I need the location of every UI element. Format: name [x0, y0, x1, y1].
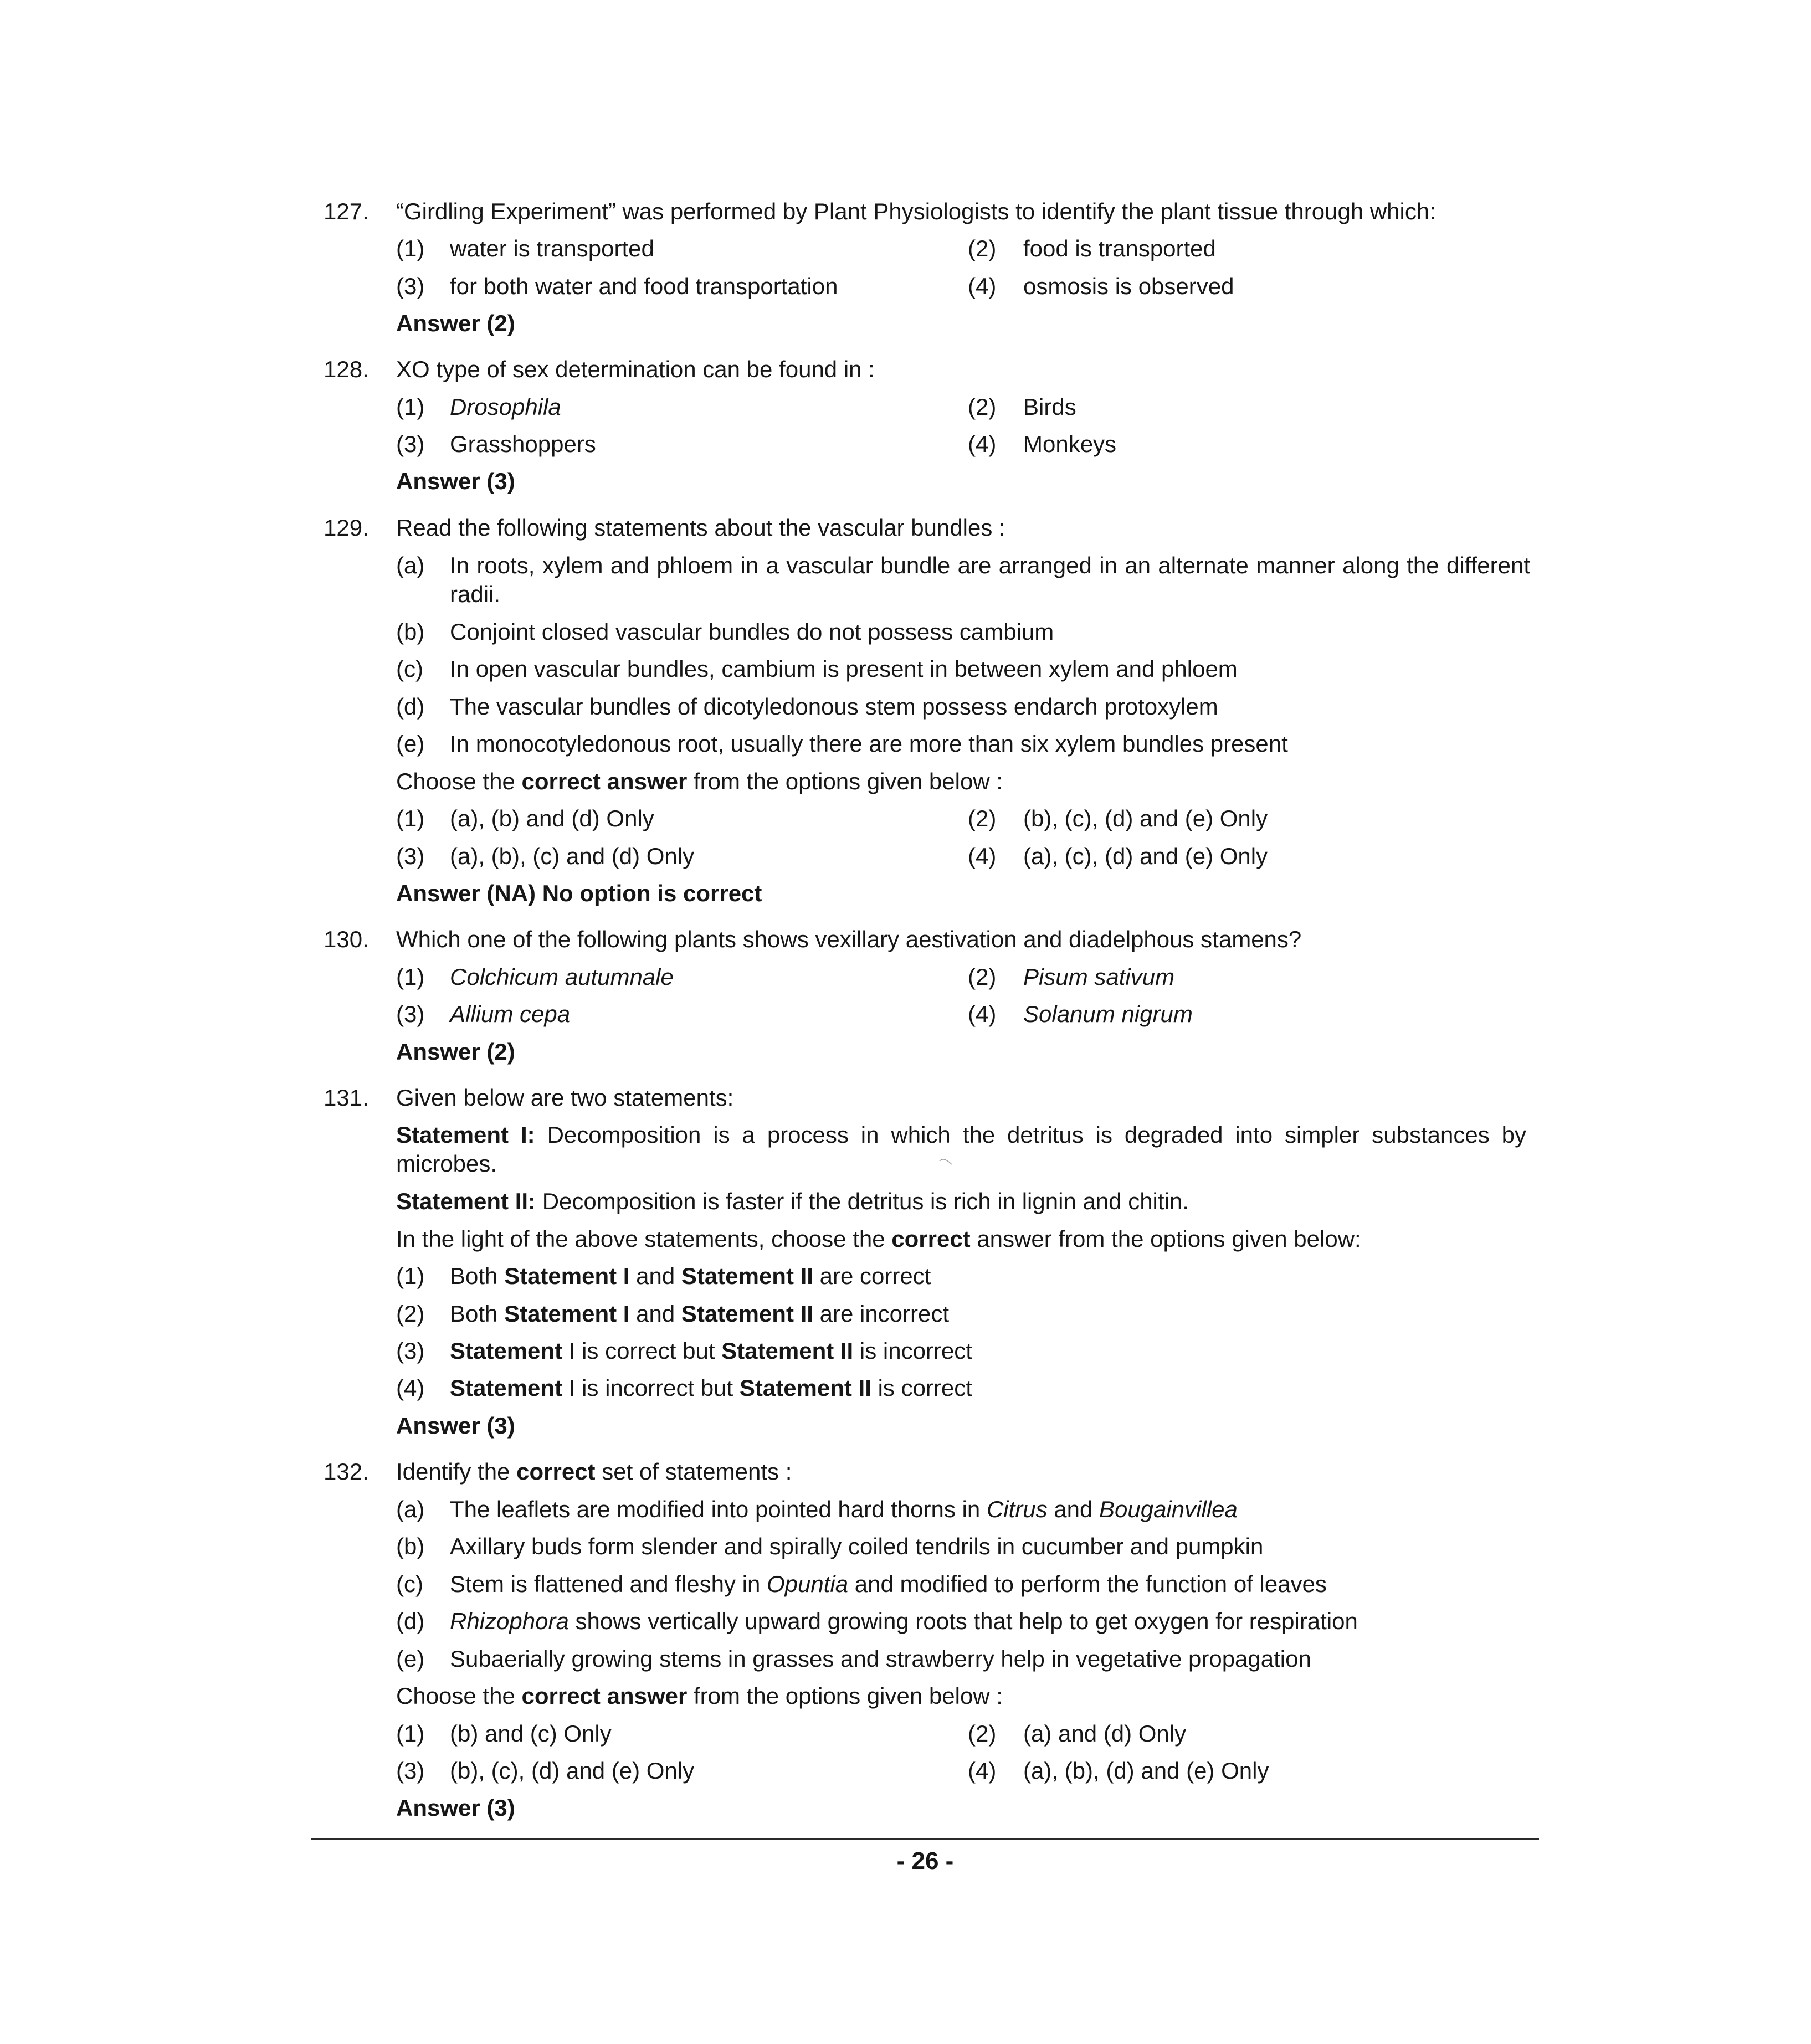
option-text	[450, 963, 674, 992]
species-name: Colchicum autumnale	[450, 964, 674, 990]
answer-label: Answer (NA) No option is correct	[396, 880, 762, 906]
option-text: (a), (b), (c) and (d) Only	[450, 843, 695, 869]
option-text: (a), (b) and (d) Only	[450, 805, 654, 831]
option-text: (b), (c), (d) and (e) Only	[1023, 805, 1268, 831]
option-text: (a), (b), (d) and (e) Only	[1023, 1758, 1269, 1784]
choose-instruction: Choose the correct answer from the options given below :	[396, 1683, 1003, 1709]
option-text: (b), (c), (d) and (e) Only	[450, 1758, 695, 1784]
statement-label: (b)	[396, 619, 425, 645]
option-number: (3)	[396, 1001, 425, 1027]
option-number: (4)	[968, 431, 997, 457]
option-number: (1)	[396, 964, 425, 990]
option-text: Monkeys	[1023, 431, 1117, 457]
option-number: (3)	[396, 1338, 425, 1364]
statement-text: Rhizophora shows vertically upward growing roots that help to get oxygen for respiration	[450, 1608, 1358, 1634]
option-number: (4)	[968, 1001, 997, 1027]
question-number: 131.	[324, 1085, 369, 1111]
statement-text: Stem is flattened and fleshy in Opuntia and modified to perform the function of leaves	[450, 1571, 1327, 1597]
option-number: (4)	[968, 843, 997, 869]
statement-label: (e)	[396, 731, 425, 757]
question-stem: XO type of sex determination can be found in :	[396, 356, 875, 382]
option-text: (a) and (d) Only	[1023, 1721, 1187, 1747]
footer-divider	[311, 1838, 1539, 1840]
question-stem: Given below are two statements:	[396, 1085, 734, 1111]
answer-label: Answer (3)	[396, 468, 515, 494]
option-number: (3)	[396, 431, 425, 457]
option-text	[1023, 963, 1174, 992]
option-number: (3)	[396, 843, 425, 869]
statement-one: Statement I: Decomposition is a process in which the detritus is degraded into simpler substances by microbes.	[396, 1122, 1526, 1177]
option-number: (4)	[968, 273, 997, 299]
statement-text: The vascular bundles of dicotyledonous stem possess endarch protoxylem	[450, 694, 1218, 720]
option-text: water is transported	[450, 235, 654, 261]
option-number: (2)	[968, 964, 997, 990]
page-number: - 26 -	[896, 1847, 954, 1874]
question-stem: “Girdling Experiment” was performed by Plant Physiologists to identify the plant tissue through which:	[396, 198, 1436, 224]
option-number: (1)	[396, 235, 425, 261]
option-number: (4)	[396, 1375, 425, 1401]
option-text: Both Statement I and Statement II are correct	[450, 1263, 931, 1289]
statement-text: Subaerially growing stems in grasses and strawberry help in vegetative propagation	[450, 1646, 1311, 1672]
option-number: (1)	[396, 1721, 425, 1747]
option-number: (1)	[396, 394, 425, 420]
option-text: Birds	[1023, 394, 1076, 420]
option-text	[450, 1000, 570, 1029]
scan-mark-icon	[939, 1158, 952, 1165]
option-number: (2)	[968, 394, 997, 420]
choose-instruction: In the light of the above statements, choose the correct answer from the options given below:	[396, 1226, 1361, 1252]
species-name: Solanum nigrum	[1023, 1001, 1193, 1027]
answer-label: Answer (3)	[396, 1413, 515, 1439]
option-text: (b) and (c) Only	[450, 1721, 612, 1747]
answer-label: Answer (2)	[396, 310, 515, 336]
answer-label: Answer (3)	[396, 1795, 515, 1821]
statement-text: In open vascular bundles, cambium is present in between xylem and phloem	[450, 656, 1238, 682]
option-number: (2)	[968, 235, 997, 261]
option-number: (4)	[968, 1758, 997, 1784]
statement-label: (b)	[396, 1533, 425, 1559]
question-number: 127.	[324, 198, 369, 224]
statement-text: Conjoint closed vascular bundles do not possess cambium	[450, 619, 1054, 645]
statement-text: In monocotyledonous root, usually there are more than six xylem bundles present	[450, 731, 1288, 757]
statement-label: (c)	[396, 1571, 423, 1597]
statement-label: (d)	[396, 1608, 425, 1634]
option-text	[1023, 1000, 1193, 1029]
option-number: (2)	[968, 805, 997, 831]
choose-instruction: Choose the correct answer from the options given below :	[396, 768, 1003, 794]
option-text: for both water and food transportation	[450, 273, 838, 299]
option-text: osmosis is observed	[1023, 273, 1234, 299]
statement-text: In roots, xylem and phloem in a vascular bundle are arranged in an alternate manner along the different radii.	[450, 552, 1530, 607]
option-number: (1)	[396, 1263, 425, 1289]
statement-label: (e)	[396, 1646, 425, 1672]
question-stem: Identify the correct set of statements :	[396, 1458, 792, 1485]
statement-label: (a)	[396, 1496, 425, 1522]
option-number: (3)	[396, 1758, 425, 1784]
option-text: Both Statement I and Statement II are incorrect	[450, 1301, 950, 1327]
statement-label: (a)	[396, 552, 425, 578]
statement-text: Axillary buds form slender and spirally coiled tendrils in cucumber and pumpkin	[450, 1533, 1264, 1559]
option-number: (2)	[968, 1721, 997, 1747]
question-number: 128.	[324, 356, 369, 382]
option-text: (a), (c), (d) and (e) Only	[1023, 843, 1268, 869]
question-number: 129.	[324, 515, 369, 541]
option-text: Statement I is incorrect but Statement II is correct	[450, 1375, 972, 1401]
option-number: (2)	[396, 1301, 425, 1327]
species-name: Drosophila	[450, 394, 561, 420]
question-number: 130.	[324, 926, 369, 952]
question-stem: Which one of the following plants shows vexillary aestivation and diadelphous stamens?	[396, 926, 1302, 952]
option-text: food is transported	[1023, 235, 1216, 261]
option-text: Grasshoppers	[450, 431, 596, 457]
option-text	[450, 393, 561, 422]
answer-label: Answer (2)	[396, 1039, 515, 1065]
statement-text: The leaflets are modified into pointed hard thorns in Citrus and Bougainvillea	[450, 1496, 1238, 1522]
option-number: (1)	[396, 805, 425, 831]
option-number: (3)	[396, 273, 425, 299]
statement-label: (c)	[396, 656, 423, 682]
statement-two: Statement II: Decomposition is faster if the detritus is rich in lignin and chitin.	[396, 1188, 1189, 1214]
question-stem: Read the following statements about the vascular bundles :	[396, 515, 1005, 541]
species-name: Pisum sativum	[1023, 964, 1175, 990]
species-name: Allium cepa	[450, 1001, 571, 1027]
statement-label: (d)	[396, 694, 425, 720]
option-text: Statement I is correct but Statement II is incorrect	[450, 1338, 972, 1364]
question-number: 132.	[324, 1458, 369, 1485]
